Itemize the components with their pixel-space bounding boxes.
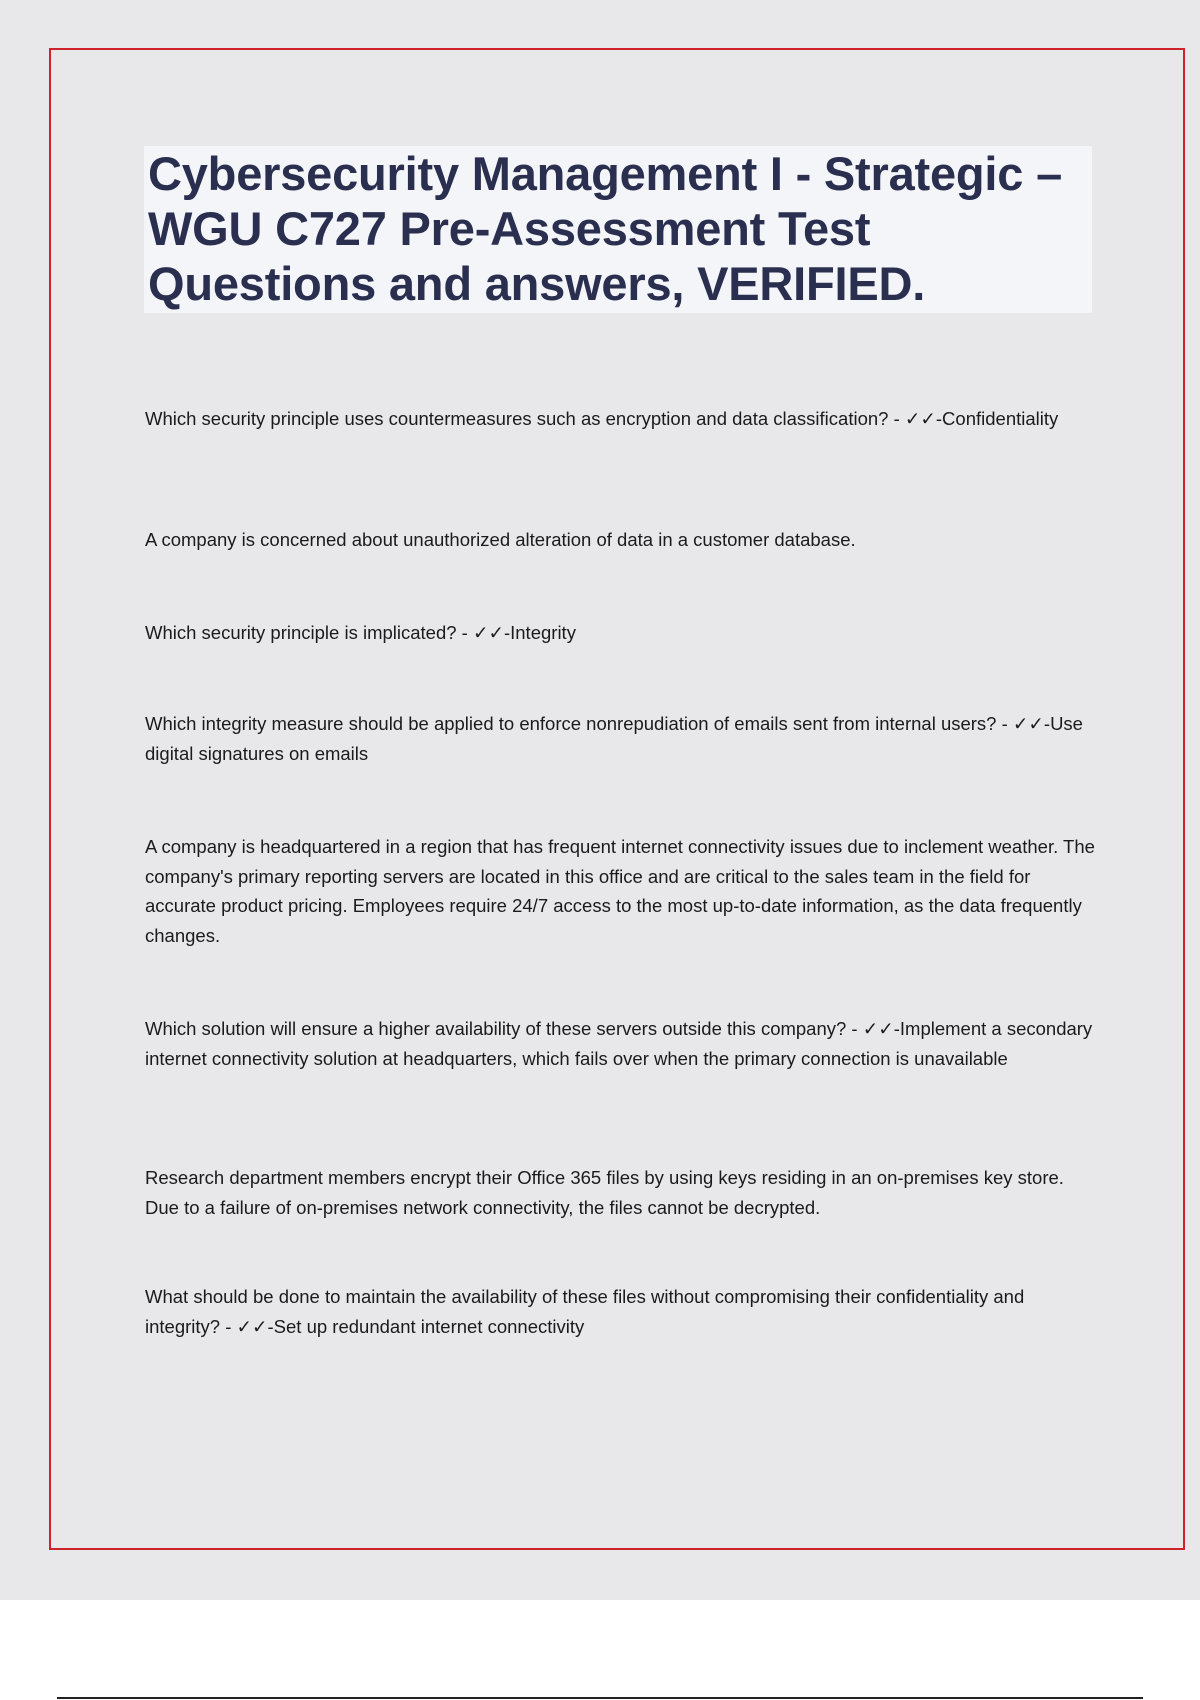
footer-divider (57, 1697, 1143, 1699)
title-block (144, 146, 1092, 313)
qa-paragraph-1: Which security principle uses countermeasures such as encryption and data classification? - ✓✓-Confidentiality (145, 408, 1059, 429)
qa-paragraph-6: Which solution will ensure a higher availability of these servers outside this company? - ✓✓-Implement a secondary internet connectivity solution at headquarters, which fails over when the primary connection is unavailable (145, 1018, 1093, 1069)
qa-paragraph-3: Which security principle is implicated? - ✓✓-Integrity (145, 622, 576, 643)
qa-paragraph-5: A company is headquartered in a region that has frequent internet connectivity issues due to inclement weather. The company's primary reporting servers are located in this office and are critical to the sales team in the field for accurate product pricing. Employees require 24/7 access to the most up-to-date information, as the data frequently changes. (145, 836, 1095, 946)
qa-paragraph-7: Research department members encrypt their Office 365 files by using keys residing in an on-premises key store. Due to a failure of on-premises network connectivity, the files cannot be decrypted. (145, 1167, 1064, 1218)
document-title: Cybersecurity Management I - Strategic – WGU C727 Pre-Assessment Test Questions and answers, VERIFIED. (148, 147, 1063, 310)
qa-paragraph-8: What should be done to maintain the availability of these files without compromising their confidentiality and integrity? - ✓✓-Set up redundant internet connectivity (145, 1286, 1025, 1337)
qa-paragraph-2: A company is concerned about unauthorized alteration of data in a customer database. (145, 529, 856, 550)
qa-paragraph-4: Which integrity measure should be applied to enforce nonrepudiation of emails sent from internal users? - ✓✓-Use digital signatures on emails (145, 713, 1083, 764)
